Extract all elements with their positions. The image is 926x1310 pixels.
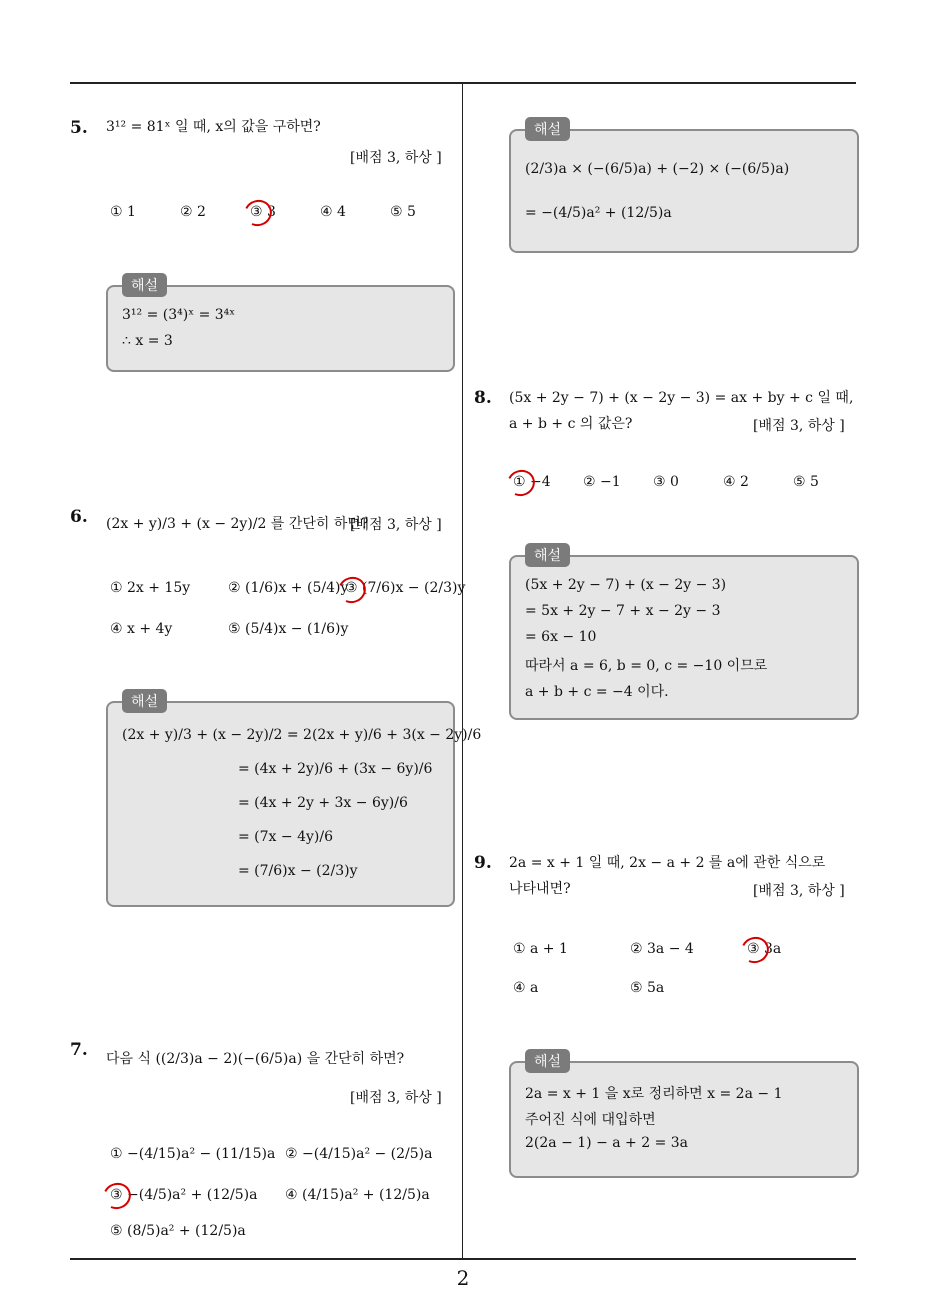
solution-line: 3¹² = (3⁴)ˣ = 3⁴ˣ	[122, 307, 236, 323]
solution-tag: 해설	[525, 543, 570, 567]
question-text-line2: a + b + c 의 값은?	[509, 416, 633, 432]
solution-line: 2(2a − 1) − a + 2 = 3a	[525, 1135, 689, 1151]
solution-line: = (4x + 2y)/6 + (3x − 6y)/6	[238, 761, 433, 777]
solution-line: = 5x + 2y − 7 + x − 2y − 3	[525, 603, 721, 619]
solution-box	[106, 694, 482, 907]
choice-3[interactable]: ③ 3a	[747, 941, 782, 957]
solution-box	[509, 122, 859, 253]
solution-line: (2x + y)/3 + (x − 2y)/2 = 2(2x + y)/6 + 3(x − 2y)/6	[122, 727, 482, 743]
score-meta: [배점 3, 하상 ]	[753, 418, 845, 434]
solution-line: (2/3)a × (−(6/5)a) + (−2) × (−(6/5)a)	[525, 161, 790, 177]
bottom-rule	[70, 1258, 856, 1260]
choice-4[interactable]: ④ (4/15)a² + (12/5)a	[285, 1187, 430, 1203]
answer-mark-circle	[240, 196, 275, 230]
solution-line: = (4x + 2y + 3x − 6y)/6	[238, 795, 408, 811]
answer-mark-circle	[503, 466, 538, 500]
solution-tag: 해설	[122, 273, 167, 297]
solution-line: = (7/6)x − (2/3)y	[238, 863, 358, 879]
solution-box	[509, 1054, 859, 1178]
solution-line: 주어진 식에 대입하면	[525, 1112, 656, 1128]
score-meta: [배점 3, 하상 ]	[350, 1090, 442, 1106]
score-meta: [배점 3, 하상 ]	[753, 883, 845, 899]
choice-2[interactable]: ② 2	[180, 204, 206, 220]
choice-3[interactable]: ③ −(4/5)a² + (12/5)a	[110, 1187, 258, 1203]
question-text: 다음 식 ((2/3)a − 2)(−(6/5)a) 을 간단히 하면?	[106, 1051, 405, 1067]
choice-1[interactable]: ① a + 1	[513, 941, 568, 957]
choice-4[interactable]: ④ a	[513, 980, 539, 996]
question-number: 6.	[70, 507, 88, 527]
answer-mark-circle	[737, 933, 772, 967]
choice-2[interactable]: ② −1	[583, 474, 621, 490]
choice-4[interactable]: ④ x + 4y	[110, 621, 173, 637]
choice-1[interactable]: ① −(4/15)a² − (11/15)a	[110, 1146, 276, 1162]
choice-2[interactable]: ② −(4/15)a² − (2/5)a	[285, 1146, 433, 1162]
choice-5[interactable]: ⑤ 5	[793, 474, 819, 490]
question-text-line1: 2a = x + 1 일 때, 2x − a + 2 를 a에 관한 식으로	[509, 855, 826, 871]
choice-5[interactable]: ⑤ (8/5)a² + (12/5)a	[110, 1223, 246, 1239]
choice-1[interactable]: ① −4	[513, 474, 551, 490]
question-text-line1: (5x + 2y − 7) + (x − 2y − 3) = ax + by + c 일 때,	[509, 390, 854, 406]
answer-mark-circle	[99, 1179, 134, 1213]
page-number: 2	[456, 1266, 470, 1290]
choice-1[interactable]: ① 2x + 15y	[110, 580, 191, 596]
solution-line: = 6x − 10	[525, 629, 597, 645]
question-text: (2x + y)/3 + (x − 2y)/2 를 간단히 하면?	[106, 516, 369, 532]
answer-mark-circle	[334, 573, 369, 607]
solution-line: (5x + 2y − 7) + (x − 2y − 3)	[525, 577, 727, 593]
choice-5[interactable]: ⑤ 5	[390, 204, 416, 220]
choice-4[interactable]: ④ 4	[320, 204, 346, 220]
choice-3[interactable]: ③ (7/6)x − (2/3)y	[345, 580, 466, 596]
choice-5[interactable]: ⑤ (5/4)x − (1/6)y	[228, 621, 349, 637]
solution-line: 2a = x + 1 을 x로 정리하면 x = 2a − 1	[525, 1086, 783, 1102]
question-number: 8.	[474, 388, 492, 408]
question-number: 7.	[70, 1040, 88, 1060]
solution-tag: 해설	[122, 689, 167, 713]
solution-line: ∴ x = 3	[122, 333, 173, 349]
choice-4[interactable]: ④ 2	[723, 474, 749, 490]
solution-box	[509, 548, 859, 720]
choice-2[interactable]: ② (1/6)x + (5/4)y	[228, 580, 349, 596]
solution-line: 따라서 a = 6, b = 0, c = −10 이므로	[525, 658, 768, 674]
score-meta: [배점 3, 하상 ]	[350, 150, 442, 166]
solution-tag: 해설	[525, 117, 570, 141]
solution-line: = −(4/5)a² + (12/5)a	[525, 205, 672, 221]
question-text-line2: 나타내면?	[509, 881, 571, 897]
question-text: 3¹² = 81ˣ 일 때, x의 값을 구하면?	[106, 119, 321, 135]
choice-1[interactable]: ① 1	[110, 204, 136, 220]
question-number: 5.	[70, 118, 88, 138]
choice-5[interactable]: ⑤ 5a	[630, 980, 665, 996]
choice-2[interactable]: ② 3a − 4	[630, 941, 694, 957]
choice-3[interactable]: ③ 3	[250, 204, 276, 220]
solution-line: a + b + c = −4 이다.	[525, 684, 669, 700]
solution-line: = (7x − 4y)/6	[238, 829, 333, 845]
solution-tag: 해설	[525, 1049, 570, 1073]
score-meta: [배점 3, 하상 ]	[350, 517, 442, 533]
choice-3[interactable]: ③ 0	[653, 474, 679, 490]
question-number: 9.	[474, 853, 492, 873]
center-divider	[462, 84, 463, 1260]
solution-box	[106, 278, 455, 372]
top-rule	[70, 82, 856, 84]
